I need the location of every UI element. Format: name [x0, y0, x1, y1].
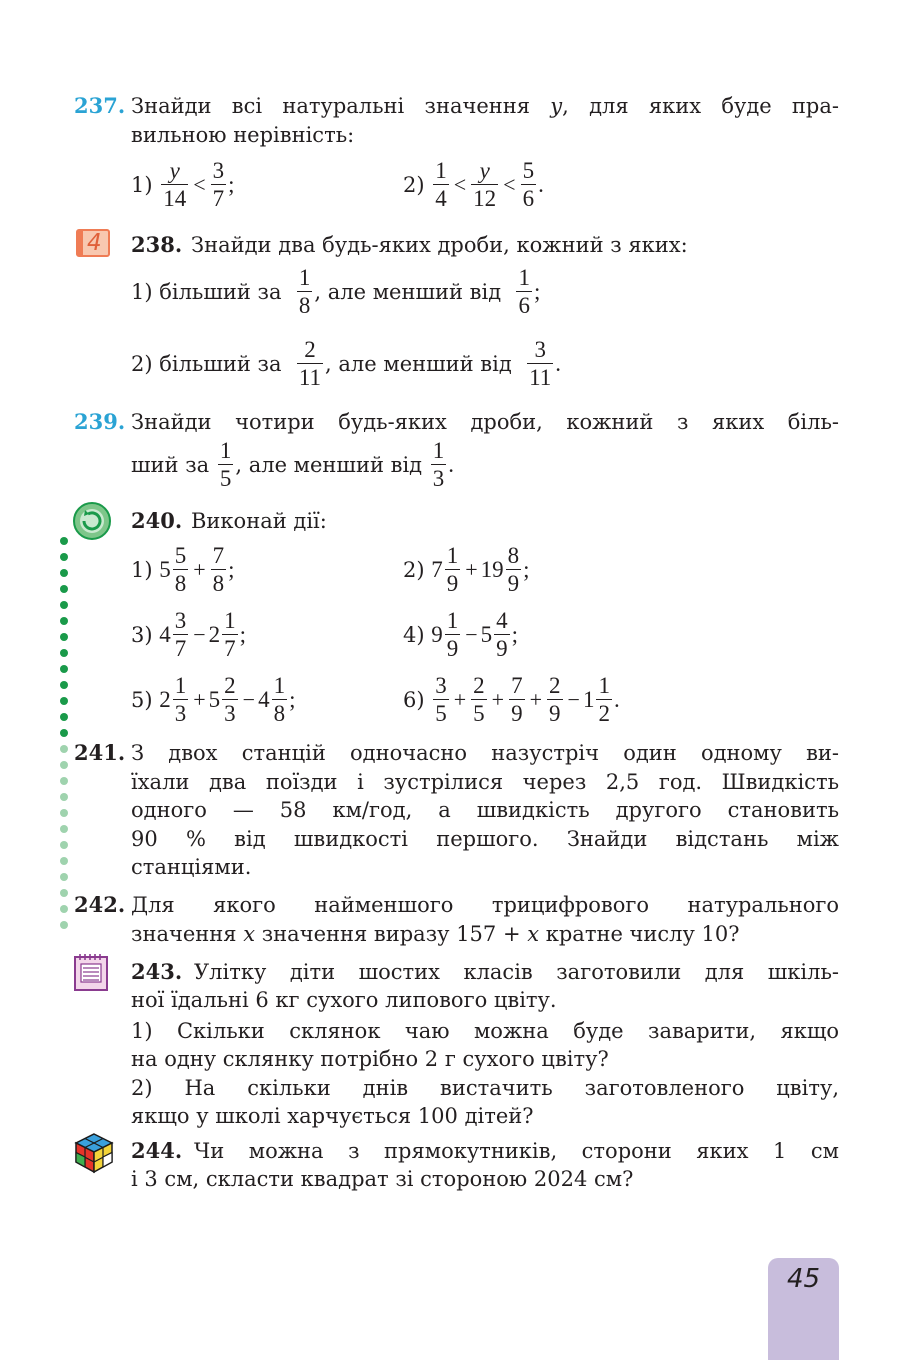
problem-241-line1: З двох станцій одночасно назустріч один одному ви-: [131, 741, 839, 765]
problem-243-line2: ної їдальні 6 кг сухого липового цвіту.: [131, 988, 557, 1012]
problem-240-expr2: 2) 7 $\frac{1}{9}$ + 19 $\frac{8}{9}$ ;: [403, 543, 530, 596]
problem-237-item1: 1) $\frac{y}{14}$ < $\frac{3}{7}$ ;: [131, 158, 235, 211]
problem-242-line2: значення x значення виразу 157 + x кратне числу 10?: [131, 922, 740, 946]
problem-237-line1: Знайди всі натуральні значення y, для яких буде пра-: [131, 94, 839, 118]
dot-decoration: [60, 761, 68, 769]
dot-decoration: [60, 873, 68, 881]
problem-237-item2: 2) $\frac{1}{4}$ < $\frac{y}{12}$ < $\frac{5}{6}$ .: [403, 158, 544, 211]
problem-243-line1: Улітку діти шостих класів заготовили для шкіль-: [194, 960, 839, 984]
dot-decoration: [60, 665, 68, 673]
problem-239-line1: Знайди чотири будь-яких дроби, кожний з яких біль-: [131, 410, 839, 434]
problem-243-line4: на одну склянку потрібно 2 г сухого цвіту?: [131, 1047, 609, 1071]
problem-241-line5: станціями.: [131, 855, 252, 879]
fraction: $\frac{1}{3}$: [432, 438, 445, 491]
fraction: $\frac{3}{5}$: [435, 673, 447, 726]
dot-decoration: [60, 601, 68, 609]
problem-240-text: Виконай дії:: [191, 509, 327, 533]
dot-decoration: [60, 857, 68, 865]
fraction: $\frac{3}{7}$: [174, 608, 187, 661]
fraction: $\frac{1}{9}$: [446, 608, 459, 661]
fraction: $\frac{2}{9}$: [549, 673, 561, 726]
problem-240-expr4: 4) 9 $\frac{1}{9}$ − 5 $\frac{4}{9}$ ;: [403, 608, 519, 661]
problem-243-number: 243.: [131, 959, 183, 984]
dot-decoration: [60, 537, 68, 545]
problem-240-expr6: 6) $\frac{3}{5}$ + $\frac{2}{5}$ + $\frac{7}{9}$ + $\frac{2}{9}$ − 1 $\frac{1}{2}$ .: [403, 673, 620, 726]
dot-decoration: [60, 633, 68, 641]
dot-decoration: [60, 585, 68, 593]
problem-240-expr5: 5) 2 $\frac{1}{3}$ + 5 $\frac{2}{3}$ − 4 $\frac{1}{8}$ ;: [131, 673, 296, 726]
fraction: $\frac{1}{8}$: [298, 265, 311, 318]
fraction: $\frac{1}{9}$: [446, 543, 459, 596]
fraction: $\frac{3}{7}$: [212, 158, 225, 211]
dot-decoration: [60, 617, 68, 625]
fraction: $\frac{3}{11}$: [529, 337, 552, 390]
problem-244-line1: Чи можна з прямокутників, сторони яких 1 см: [194, 1139, 839, 1163]
fraction: $\frac{7}{8}$: [212, 543, 225, 596]
problem-243-line6: якщо у школі харчується 100 дітей?: [131, 1104, 534, 1128]
fraction: $\frac{2}{11}$: [298, 337, 322, 390]
fraction: $\frac{5}{8}$: [174, 543, 187, 596]
problem-238-item1: 1) більший за $\frac{1}{8}$ , але менший від $\frac{1}{6}$ ;: [131, 265, 541, 318]
problem-237-line2: вильною нерівність:: [131, 123, 355, 147]
problem-237-number: 237.: [74, 93, 126, 118]
fraction: $\frac{1}{5}$: [219, 438, 232, 491]
fraction: $\frac{2}{5}$: [473, 673, 485, 726]
problem-241-line4: 90 % від швидкості першого. Знайди відстань між: [131, 827, 839, 851]
level-4-badge-icon: 4: [76, 229, 110, 257]
dot-decoration: [60, 697, 68, 705]
fraction: $\frac{7}{9}$: [511, 673, 523, 726]
dot-decoration: [60, 649, 68, 657]
problem-242-number: 242.: [74, 892, 126, 917]
notebook-icon: [73, 952, 109, 992]
problem-240-expr3: 3) 4 $\frac{3}{7}$ − 2 $\frac{1}{7}$ ;: [131, 608, 247, 661]
fraction: $\frac{1}{4}$: [435, 158, 447, 211]
dot-decoration: [60, 905, 68, 913]
rubiks-cube-icon: [72, 1131, 116, 1175]
problem-238-item2: 2) більший за $\frac{2}{11}$ , але менший від $\frac{3}{11}$ .: [131, 337, 562, 390]
problem-239-line2: ший за $\frac{1}{5}$ , але менший від $\frac{1}{3}$ .: [131, 438, 455, 491]
problem-241-line3: одного — 58 км/год, а швидкість другого становить: [131, 798, 839, 822]
problem-240-expr1: 1) 5 $\frac{5}{8}$ + $\frac{7}{8}$ ;: [131, 543, 235, 596]
problem-242-line1: Для якого найменшого трицифрового натурального: [131, 893, 839, 917]
problem-238-text: Знайди два будь-яких дроби, кожний з яких:: [191, 233, 688, 257]
problem-244-number: 244.: [131, 1138, 183, 1163]
dot-decoration: [60, 745, 68, 753]
problem-243-line5: 2) На скільки днів вистачить заготовленого цвіту,: [131, 1076, 839, 1100]
dot-decoration: [60, 569, 68, 577]
fraction: $\frac{5}{6}$: [522, 158, 535, 211]
fraction: $\frac{y}{12}$: [473, 158, 497, 211]
fraction: $\frac{4}{9}$: [496, 608, 508, 661]
dot-decoration: [60, 921, 68, 929]
repeat-cycle-icon: [72, 501, 112, 541]
dot-decoration: [60, 713, 68, 721]
fraction: $\frac{2}{3}$: [224, 673, 236, 726]
dot-decoration: [60, 809, 68, 817]
fraction: $\frac{1}{7}$: [224, 608, 236, 661]
fraction: $\frac{y}{14}$: [163, 158, 187, 211]
page-number: 45: [786, 1264, 821, 1294]
fraction: $\frac{8}{9}$: [507, 543, 520, 596]
fraction: $\frac{1}{3}$: [174, 673, 187, 726]
fraction: $\frac{1}{2}$: [598, 673, 610, 726]
problem-243-line3: 1) Скільки склянок чаю можна буде заварити, якщо: [131, 1019, 839, 1043]
dot-decoration: [60, 825, 68, 833]
problem-240-number: 240.: [131, 508, 183, 533]
dot-decoration: [60, 841, 68, 849]
problem-241-number: 241.: [74, 740, 126, 765]
fraction: $\frac{1}{6}$: [518, 265, 530, 318]
dot-decoration: [60, 553, 68, 561]
dot-decoration: [60, 729, 68, 737]
problem-244-line2: і 3 см, скласти квадрат зі стороною 2024 см?: [131, 1167, 634, 1191]
dot-decoration: [60, 793, 68, 801]
problem-241-line2: їхали два поїзди і зустрілися через 2,5 год. Швидкість: [131, 770, 839, 794]
problem-239-number: 239.: [74, 409, 126, 434]
fraction: $\frac{1}{8}$: [273, 673, 286, 726]
problem-238-number: 238.: [131, 232, 183, 257]
dot-decoration: [60, 889, 68, 897]
dot-decoration: [60, 681, 68, 689]
dot-decoration: [60, 777, 68, 785]
